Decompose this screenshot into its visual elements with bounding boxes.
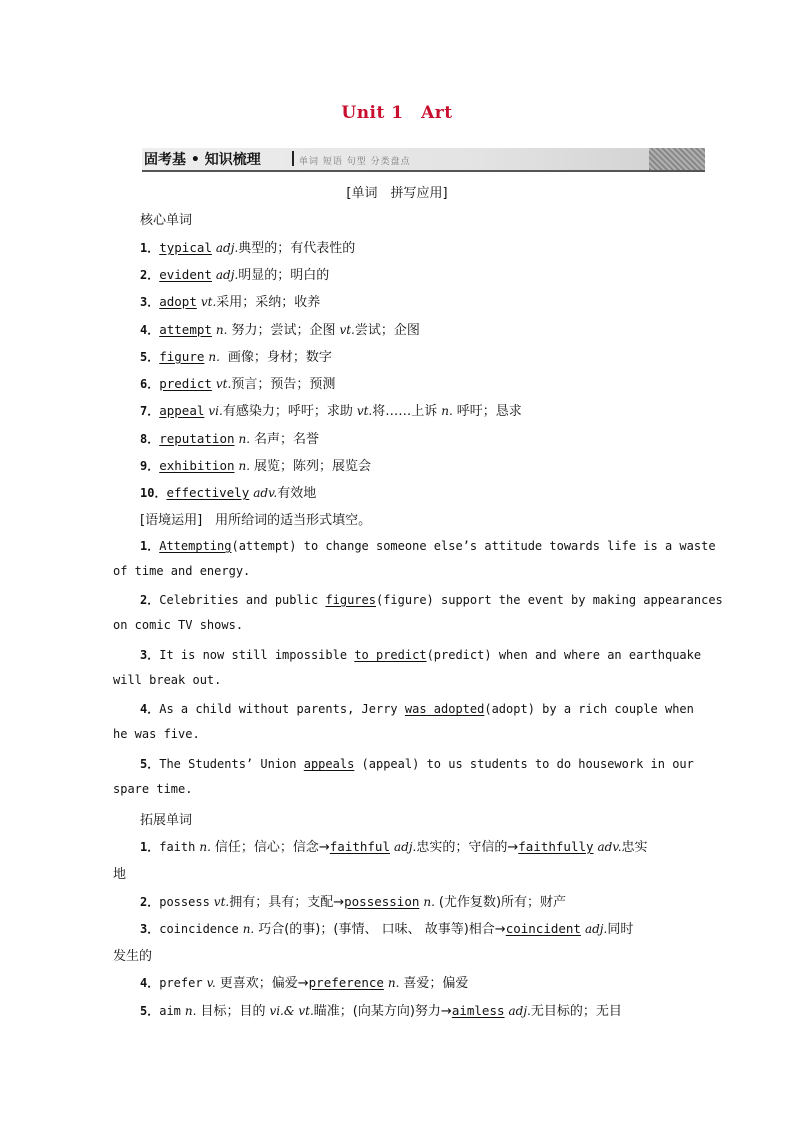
banner-texture xyxy=(649,148,705,170)
extended-answer: aimless xyxy=(451,1003,505,1018)
core-item: 3．adopt vt.采用；采纳；收养 xyxy=(140,294,321,310)
extended-answer: possession xyxy=(344,894,420,909)
context-heading: [语境运用] 用所给词的适当形式填空。 xyxy=(140,513,372,528)
banner-subtitle: 单词 短语 句型 分类盘点 xyxy=(299,157,411,167)
context-item: 1．Attempting(attempt) to change someone else’s attitude towards life is a waste xyxy=(140,539,716,553)
core-word: exhibition xyxy=(159,458,235,473)
extended-answer: coincident xyxy=(505,921,581,936)
context-item-cont: will break out. xyxy=(113,673,222,687)
extended-answer: faithfully xyxy=(518,839,594,854)
context-item: 2．Celebrities and public figures(figure) support the event by making appearances xyxy=(140,593,723,607)
core-word: attempt xyxy=(159,322,212,337)
context-answer: figures xyxy=(325,593,376,607)
core-word: appeal xyxy=(159,403,205,418)
core-heading: 核心单词 xyxy=(140,213,193,228)
context-item: 5．The Students’ Union appeals (appeal) to us students to do housework in our xyxy=(140,757,694,771)
core-word: predict xyxy=(159,376,212,391)
core-item: 7．appeal vi.有感染力；呼吁；求助 vt.将……上诉 n. 呼吁；恳求 xyxy=(140,403,522,419)
core-word: figure xyxy=(159,349,205,364)
core-item: 2．evident adj.明显的；明白的 xyxy=(140,267,330,283)
context-item-cont: spare time. xyxy=(113,782,193,796)
context-item: 3．It is now still impossible to predict(predict) when and where an earthquake xyxy=(140,648,702,662)
section-banner xyxy=(142,148,705,172)
core-item: 6．predict vt.预言；预告；预测 xyxy=(140,376,336,392)
page-title: Unit 1 Art xyxy=(341,103,453,123)
core-word: typical xyxy=(159,240,212,255)
context-item-cont: on comic TV shows. xyxy=(113,618,244,632)
core-item: 8．reputation n. 名声；名誉 xyxy=(140,431,320,447)
context-item: 4．As a child without parents, Jerry was adopted(adopt) by a rich couple when xyxy=(140,702,694,716)
context-item-cont: he was five. xyxy=(113,727,200,741)
extended-item-cont: 发生的 xyxy=(113,949,153,964)
core-item: 1．typical adj.典型的；有代表性的 xyxy=(140,240,356,256)
context-answer: appeals xyxy=(303,757,355,771)
core-word: effectively xyxy=(166,485,250,500)
core-word: reputation xyxy=(159,431,235,446)
banner-divider xyxy=(292,151,294,166)
core-item: 10．effectively adv.有效地 xyxy=(140,485,317,501)
context-answer: Attempting xyxy=(159,539,232,553)
core-item: 9．exhibition n. 展览；陈列；展览会 xyxy=(140,458,372,474)
context-answer: to predict xyxy=(354,648,427,662)
core-word: adopt xyxy=(159,294,197,309)
section-header: [单词 拼写应用] xyxy=(346,186,448,201)
extended-heading: 拓展单词 xyxy=(140,813,193,828)
extended-item: 2．possess vt.拥有；具有；支配→possession n. (尤作复数)所有；财产 xyxy=(140,894,567,910)
extended-item: 5．aim n. 目标；目的 vi.& vt.瞄准；(向某方向)努力→aimless adj.无目标的；无目 xyxy=(140,1003,622,1019)
extended-answer: preference xyxy=(308,975,384,990)
core-word: evident xyxy=(159,267,212,282)
context-answer: was adopted xyxy=(404,702,485,716)
core-item: 4．attempt n. 努力；尝试；企图 vt.尝试；企图 xyxy=(140,322,420,338)
extended-item: 1．faith n. 信任；信心；信念→faithful adj.忠实的；守信的→faithfully adv.忠实 xyxy=(140,839,648,855)
extended-answer: faithful xyxy=(329,839,390,854)
extended-item-cont: 地 xyxy=(113,867,127,882)
extended-item: 3．coincidence n. 巧合(的事)；(事情、 口味、 故事等)相合→coincident adj.同时 xyxy=(140,921,634,937)
context-item-cont: of time and energy. xyxy=(113,564,251,578)
banner-title: 固考基 • 知识梳理 xyxy=(144,152,261,168)
extended-item: 4．prefer v. 更喜欢；偏爱→preference n. 喜爱；偏爱 xyxy=(140,975,469,991)
core-item: 5．figure n. 画像；身材；数字 xyxy=(140,349,332,365)
